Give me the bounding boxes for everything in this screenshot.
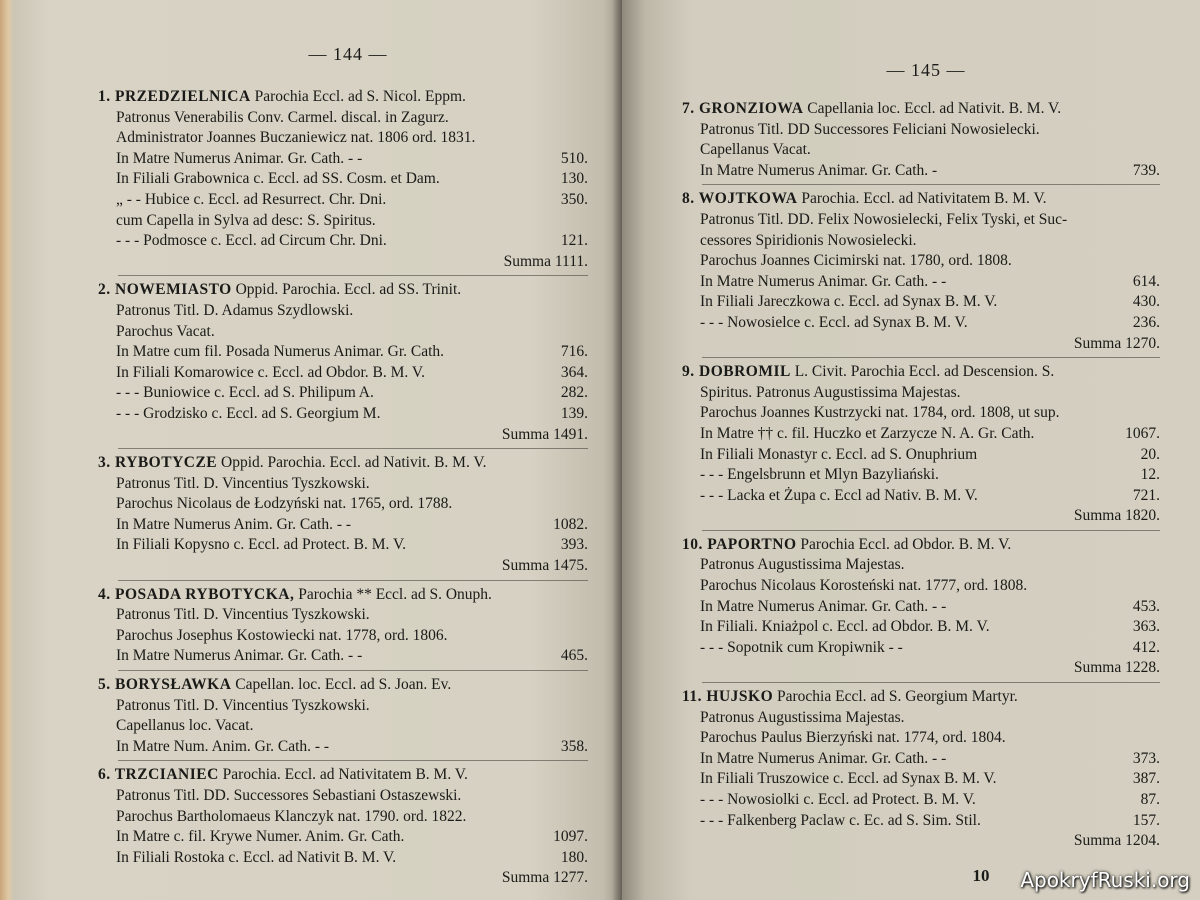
- entry-line-text: [98, 280, 461, 301]
- entry-line-text: [116, 404, 380, 425]
- parish-heading: 4. POSADA RYBOTYCKA,: [98, 585, 295, 603]
- entry-line: [682, 555, 1160, 576]
- entry-line: [682, 769, 1160, 790]
- entry-line: [98, 169, 588, 190]
- entry-line: [682, 811, 1160, 832]
- entry-text: Patronus Augustissima Majestas.: [700, 556, 905, 574]
- entry-text: - - - Buniowice c. Eccl. ad S. Philipum A.: [116, 384, 374, 402]
- parish-entry: [682, 362, 1160, 531]
- entry-line-text: [116, 605, 370, 626]
- entry-line-text: [98, 765, 468, 786]
- entry-line-text: [98, 87, 466, 108]
- population-count: 139.: [560, 404, 588, 422]
- population-count: 358.: [560, 737, 588, 755]
- entry-line-text: [116, 626, 448, 647]
- parish-heading: 3. RYBOTYCZE: [98, 454, 218, 472]
- entry-line-text: [116, 108, 449, 129]
- entry-line: [98, 280, 588, 301]
- summa-total: Summa 1475.: [501, 557, 588, 575]
- entry-text: In Filiali Rostoka c. Eccl. ad Nativit B. M. V.: [116, 848, 397, 866]
- page-number: — 145 —: [886, 60, 966, 80]
- entry-text: In Matre Numerus Animar. Gr. Cath. - -: [116, 149, 363, 167]
- entry-text: - - - Lacka et Żupa c. Eccl ad Nativ. B. M. V.: [700, 486, 978, 504]
- population-count: 1067.: [1125, 424, 1160, 442]
- entry-divider: [118, 580, 588, 581]
- entry-line-text: [700, 292, 997, 313]
- entry-line-text: [116, 128, 475, 149]
- entry-divider: [118, 275, 588, 276]
- entry-text: Administrator Joannes Buczaniewicz nat. 1806 ord. 1831.: [116, 129, 476, 147]
- entry-text: L. Civit. Parochia Eccl. ad Descension. S.: [790, 363, 1055, 381]
- entry-text: In Matre †† c. fil. Huczko et Zarzycze N. A. Gr. Cath.: [700, 424, 1035, 442]
- entry-line: [98, 190, 588, 211]
- parish-heading: 11. HUJSKO: [682, 688, 774, 706]
- entry-line: [682, 465, 1160, 486]
- population-count: 1082.: [553, 515, 588, 533]
- entry-line: [98, 231, 588, 252]
- population-count: 12.: [1140, 466, 1160, 484]
- entry-text: - - - Nowosiolki c. Eccl. ad Protect. B. M. V.: [700, 791, 976, 808]
- entry-line-text: [116, 342, 444, 363]
- entry-divider: [118, 760, 588, 761]
- entry-line: [682, 120, 1160, 141]
- entry-line: [98, 605, 588, 626]
- entry-text: „ - - Hubice c. Eccl. ad Resurrect. Chr. Dni.: [116, 190, 387, 208]
- entry-text: Patronus Venerabilis Conv. Carmel. discal. in Zagurz.: [116, 108, 449, 126]
- population-count: 373.: [1132, 749, 1160, 767]
- entry-line-text: [682, 687, 1018, 708]
- entry-line: [98, 696, 588, 717]
- entry-text: Parochia Eccl. ad S. Nicol. Eppm.: [250, 88, 466, 105]
- entry-text: In Filiali. Kniażpol c. Eccl. ad Obdor. B. M. V.: [700, 618, 990, 636]
- entry-line-text: [700, 486, 978, 507]
- entry-line: [98, 585, 588, 606]
- entry-line: [682, 313, 1160, 334]
- entry-line: [98, 494, 588, 515]
- population-count: 721.: [1132, 486, 1160, 504]
- entry-line: [682, 292, 1160, 313]
- population-count: 510.: [560, 149, 588, 167]
- entry-text: In Matre Numerus Animar. Gr. Cath. - -: [700, 749, 947, 767]
- entry-text: Spiritus. Patronus Augustissima Majestas.: [700, 383, 961, 401]
- population-count: 453.: [1132, 597, 1160, 615]
- entry-line: [682, 272, 1160, 293]
- parish-entry: [682, 687, 1160, 852]
- population-count: 1097.: [553, 828, 588, 846]
- entry-line: [98, 786, 588, 807]
- population-count: 393.: [560, 536, 588, 554]
- entry-list: [682, 99, 1160, 852]
- parish-heading: 8. WOJTKOWA: [682, 190, 798, 208]
- population-count: 121.: [560, 232, 588, 250]
- entry-list: [98, 87, 588, 889]
- entry-text: In Filiali Komarowice c. Eccl. ad Obdor. B. M. V.: [116, 363, 425, 381]
- entry-line: [98, 342, 588, 363]
- entry-text: In Matre c. fil. Krywe Numer. Anim. Gr. Cath.: [116, 828, 405, 846]
- entry-line-text: [116, 786, 461, 807]
- entry-line-text: [700, 708, 905, 729]
- population-count: 412.: [1132, 638, 1160, 656]
- entry-line-text: [682, 362, 1054, 383]
- right-page: [622, 0, 1200, 900]
- parish-heading: 2. NOWEMIASTO: [98, 281, 232, 299]
- entry-text: Patronus Titl. DD Successores Feliciani Nowosielecki.: [700, 120, 1040, 138]
- entry-text: In Filiali Kopysno c. Eccl. ad Protect. B. M. V.: [116, 536, 407, 554]
- entry-line-text: [700, 617, 990, 638]
- entry-line-text: [700, 576, 1027, 597]
- entry-text: Capellanus Vacat.: [700, 141, 811, 159]
- entry-line: [98, 383, 588, 404]
- page-edge: [0, 0, 14, 900]
- parish-entry: [682, 189, 1160, 358]
- parish-heading: 1. PRZEDZIELNICA: [98, 88, 251, 105]
- population-count: 716.: [560, 343, 588, 361]
- entry-line-text: [700, 811, 981, 832]
- watermark: ApokryfRuski.org: [1020, 868, 1190, 892]
- entry-line-text: [116, 807, 466, 828]
- entry-text: In Matre Numerus Animar. Gr. Cath. - -: [700, 597, 947, 615]
- entry-line: [98, 737, 588, 758]
- entry-line-text: [116, 301, 353, 322]
- population-count: 20.: [1140, 445, 1160, 463]
- entry-text: Oppid. Parochia. Eccl. ad SS. Trinit.: [231, 281, 462, 299]
- entry-line-text: [700, 445, 977, 466]
- entry-line: [98, 149, 588, 170]
- summa-total: Summa 1228.: [1073, 659, 1160, 677]
- entry-divider: [702, 682, 1160, 683]
- entry-line-text: [700, 790, 976, 811]
- entry-line-text: [116, 737, 329, 758]
- entry-line: [682, 362, 1160, 383]
- entry-line-text: [116, 848, 396, 869]
- entry-line: [682, 231, 1160, 252]
- entry-line: [682, 161, 1160, 182]
- population-count: 363.: [1132, 618, 1160, 636]
- entry-text: Parochia. Eccl. ad Nativitatem B. M. V.: [218, 766, 468, 784]
- entry-divider: [702, 184, 1160, 185]
- entry-line: [98, 515, 588, 536]
- entry-divider: [702, 530, 1160, 531]
- entry-text: Capellan. loc. Eccl. ad S. Joan. Ev.: [231, 676, 452, 694]
- population-count: 180.: [560, 848, 588, 866]
- entry-text: - - - Engelsbrunn et Mlyn Bazyliański.: [700, 466, 939, 484]
- entry-line-text: [116, 363, 425, 384]
- entry-line: [98, 301, 588, 322]
- entry-line-text: [700, 403, 1059, 424]
- entry-line-text: [116, 169, 440, 190]
- entry-text: Patronus Augustissima Majestas.: [700, 708, 905, 726]
- entry-text: - - - Nowosielce c. Eccl. ad Synax B. M. V.: [700, 313, 968, 331]
- parish-entry: [98, 585, 588, 671]
- entry-line-text: [700, 210, 1067, 231]
- entry-line: [682, 790, 1160, 811]
- population-count: 236.: [1132, 313, 1160, 331]
- entry-text: Parochus Vacat.: [116, 322, 215, 340]
- entry-text: Patronus Titl. D. Vincentius Tyszkowski.: [116, 474, 370, 492]
- entry-text: In Filiali Grabownica c. Eccl. ad SS. Cosm. et Dam.: [116, 170, 440, 188]
- entry-line: [98, 765, 588, 786]
- parish-entry: [98, 675, 588, 761]
- population-count: 282.: [560, 384, 588, 402]
- entry-text: Parochia. Eccl. ad Nativitatem B. M. V.: [797, 190, 1047, 208]
- parish-entry: [98, 280, 588, 449]
- entry-line: [98, 211, 588, 232]
- population-count: 364.: [560, 363, 588, 381]
- parish-heading: 5. BORYSŁAWKA: [98, 676, 232, 694]
- entry-line: [98, 404, 588, 425]
- page-number: — 144 —: [308, 44, 388, 64]
- entry-text: In Matre cum fil. Posada Numerus Animar. Gr. Cath.: [116, 343, 445, 361]
- entry-line: [682, 189, 1160, 210]
- entry-line-text: [116, 827, 404, 848]
- entry-line: [682, 597, 1160, 618]
- entry-line: [98, 108, 588, 129]
- entry-text: Parochus Nicolaus Korosteński nat. 1777, ord. 1808.: [700, 577, 1028, 595]
- entry-line: [98, 675, 588, 696]
- entry-line: [98, 626, 588, 647]
- entry-line: [98, 363, 588, 384]
- parish-entry: [682, 99, 1160, 185]
- population-count: 350.: [560, 190, 588, 208]
- entry-line: [98, 322, 588, 343]
- entry-line: [682, 687, 1160, 708]
- entry-text: In Filiali Truszowice c. Eccl. ad Synax B. M. V.: [700, 770, 997, 788]
- entry-text: - - - Grodzisko c. Eccl. ad S. Georgium M.: [116, 404, 381, 422]
- entry-line-text: [116, 696, 370, 717]
- entry-text: - - - Podmosce c. Eccl. ad Circum Chr. Dni.: [116, 232, 387, 250]
- parish-entry: [682, 535, 1160, 683]
- entry-text: Parochia Eccl. ad Obdor. B. M. V.: [796, 535, 1012, 553]
- entry-line-text: [700, 555, 905, 576]
- summa-total: Summa 1111.: [503, 252, 588, 270]
- entry-line: [682, 251, 1160, 272]
- entry-text: In Filiali Jareczkowa c. Eccl. ad Synax B. M. V.: [700, 293, 998, 311]
- entry-text: Patronus Titl. D. Vincentius Tyszkowski.: [116, 696, 370, 714]
- entry-line-text: [116, 211, 376, 232]
- entry-text: Parochus Paulus Bierzyński nat. 1774, ord. 1804.: [700, 729, 1006, 747]
- entry-line-text: [700, 313, 968, 334]
- entry-text: Capellania loc. Eccl. ad Nativit. B. M. V.: [803, 100, 1062, 117]
- entry-line: [682, 445, 1160, 466]
- entry-text: Patronus Titl. D. Adamus Szydlowski.: [116, 301, 354, 319]
- entry-line-text: [116, 494, 452, 515]
- entry-text: In Filiali Monastyr c. Eccl. ad S. Onuphrium: [700, 445, 978, 463]
- population-count: 465.: [560, 647, 588, 665]
- summa-total: Summa 1204.: [1073, 832, 1160, 850]
- summa-total: Summa 1270.: [1073, 334, 1160, 352]
- entry-divider: [118, 670, 588, 671]
- population-count: 87.: [1140, 791, 1160, 808]
- entry-line: [682, 638, 1160, 659]
- entry-divider: [702, 357, 1160, 358]
- entry-line-text: [700, 272, 946, 293]
- entry-line-text: [700, 161, 937, 182]
- population-count: 387.: [1132, 770, 1160, 788]
- summa-total: Summa 1277.: [501, 869, 588, 887]
- entry-text: Patronus Titl. DD. Felix Nowosielecki, Felix Tyski, et Suc-: [700, 210, 1068, 228]
- entry-line: [98, 535, 588, 556]
- entry-line: [98, 827, 588, 848]
- entry-text: Parochus Joannes Cicimirski nat. 1780, ord. 1808.: [700, 252, 1012, 270]
- entry-line: [98, 474, 588, 495]
- entry-line: [98, 453, 588, 474]
- entry-text: In Matre Num. Anim. Gr. Cath. - -: [116, 737, 330, 755]
- entry-line: [682, 708, 1160, 729]
- signature-mark: 10: [972, 865, 990, 885]
- entry-line-text: [700, 231, 917, 252]
- entry-line: [682, 140, 1160, 161]
- entry-line: [682, 535, 1160, 556]
- entry-line-text: [682, 99, 1061, 120]
- entry-line: [682, 383, 1160, 404]
- entry-text: In Matre Numerus Anim. Gr. Cath. - -: [116, 515, 352, 533]
- entry-line-text: [700, 465, 939, 486]
- entry-line-text: [700, 728, 1006, 749]
- entry-line-text: [116, 515, 351, 536]
- population-count: 614.: [1132, 272, 1160, 290]
- entry-line-text: [98, 675, 451, 696]
- entry-text: Patronus Titl. DD. Successores Sebastiani Ostaszewski.: [116, 787, 462, 804]
- left-page: [14, 0, 622, 900]
- population-count: 430.: [1132, 293, 1160, 311]
- entry-line-text: [116, 383, 374, 404]
- entry-line-text: [700, 749, 946, 770]
- entry-line: [682, 617, 1160, 638]
- entry-line: [682, 576, 1160, 597]
- entry-text: cessores Spiridionis Nowosielecki.: [700, 231, 917, 249]
- entry-line: [682, 403, 1160, 424]
- population-count: 157.: [1132, 811, 1160, 829]
- entry-line-text: [682, 535, 1011, 556]
- entry-text: Parochus Bartholomaeus Klanczyk nat. 1790. ord. 1822.: [116, 807, 467, 825]
- population-count: 739.: [1132, 161, 1160, 179]
- entry-text: Parochus Nicolaus de Łodzyński nat. 1765, ord. 1788.: [116, 495, 453, 513]
- entry-line-text: [116, 190, 386, 211]
- entry-line-text: [700, 769, 997, 790]
- entry-line-text: [116, 474, 370, 495]
- entry-line: [682, 99, 1160, 120]
- entry-line-text: [700, 597, 946, 618]
- entry-line-text: [98, 453, 487, 474]
- entry-line-text: [700, 638, 903, 659]
- entry-line-text: [700, 140, 811, 161]
- entry-line: [682, 728, 1160, 749]
- entry-line-text: [116, 716, 253, 737]
- population-count: 130.: [560, 170, 588, 188]
- parish-heading: 10. PAPORTNO: [682, 535, 797, 553]
- entry-line-text: [116, 535, 406, 556]
- entry-line-text: [116, 149, 362, 170]
- entry-text: In Matre Numerus Animar. Gr. Cath. -: [700, 161, 938, 179]
- entry-line-text: [98, 585, 492, 606]
- entry-line: [98, 807, 588, 828]
- entry-text: Capellanus loc. Vacat.: [116, 717, 254, 735]
- entry-line: [98, 128, 588, 149]
- entry-line: [682, 210, 1160, 231]
- entry-line: [682, 424, 1160, 445]
- entry-line: [682, 749, 1160, 770]
- entry-text: cum Capella in Sylva ad desc: S. Spiritus.: [116, 211, 376, 229]
- entry-line: [98, 646, 588, 667]
- entry-line-text: [682, 189, 1047, 210]
- parish-entry: [98, 453, 588, 581]
- parish-heading: 9. DOBROMIL: [682, 363, 791, 381]
- parish-entry: [98, 765, 588, 889]
- entry-line-text: [116, 322, 215, 343]
- entry-line-text: [116, 231, 387, 252]
- entry-text: Parochia ** Eccl. ad S. Onuph.: [294, 585, 492, 603]
- entry-text: - - - Falkenberg Paclaw c. Ec. ad S. Sim. Stil.: [700, 811, 981, 829]
- summa-total: Summa 1491.: [501, 425, 588, 443]
- parish-heading: 7. GRONZIOWA: [682, 100, 804, 117]
- entry-text: Parochus Josephus Kostowiecki nat. 1778, ord. 1806.: [116, 626, 448, 644]
- entry-line-text: [700, 120, 1040, 141]
- entry-text: Oppid. Parochia. Eccl. ad Nativit. B. M. V.: [217, 454, 487, 472]
- parish-heading: 6. TRZCIANIEC: [98, 766, 219, 784]
- entry-text: Parochus Joannes Kustrzycki nat. 1784, ord. 1808, ut sup.: [700, 404, 1060, 422]
- entry-line: [98, 87, 588, 108]
- entry-line-text: [116, 646, 362, 667]
- entry-text: - - - Sopotnik cum Kropiwnik - -: [700, 638, 903, 656]
- entry-line: [682, 486, 1160, 507]
- entry-text: In Matre Numerus Animar. Gr. Cath. - -: [116, 647, 363, 665]
- entry-line-text: [700, 251, 1012, 272]
- summa-total: Summa 1820.: [1073, 507, 1160, 525]
- entry-text: Parochia Eccl. ad S. Georgium Martyr.: [773, 688, 1018, 706]
- entry-line-text: [700, 383, 961, 404]
- entry-text: In Matre Numerus Animar. Gr. Cath. - -: [700, 272, 947, 290]
- entry-line: [98, 848, 588, 869]
- entry-divider: [118, 448, 588, 449]
- parish-entry: [98, 87, 588, 276]
- entry-text: Patronus Titl. D. Vincentius Tyszkowski.: [116, 606, 370, 624]
- entry-line-text: [700, 424, 1034, 445]
- entry-line: [98, 716, 588, 737]
